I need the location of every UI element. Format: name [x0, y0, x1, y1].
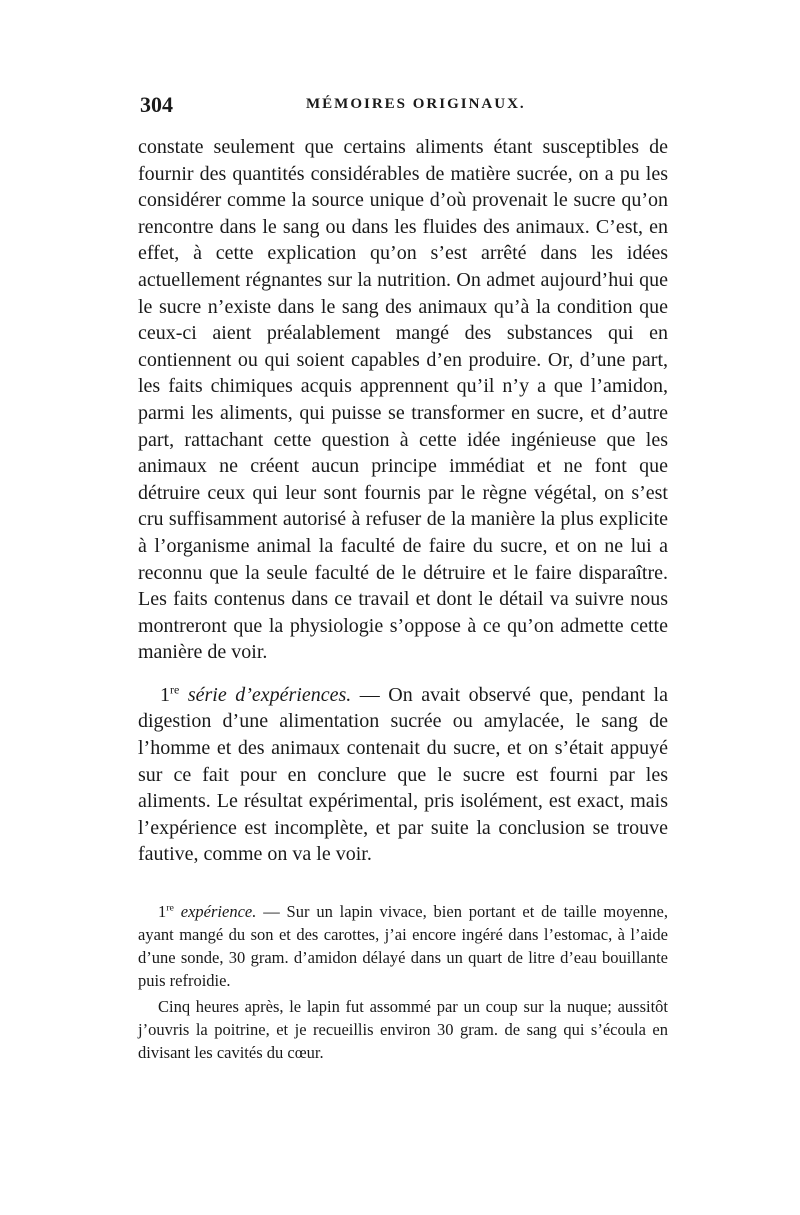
main-text — [138, 134, 668, 868]
experiment-description: — Sur un lapin vivace, bien portant et de taille moyenne, ayant mangé du son et des carottes, j’ai encore ingéré dans l’estomac, à l’aide d’une sonde, 30 gram. d’amidon délayé dans un quart de litre d’eau bouillante puis refroidie. — [138, 902, 669, 990]
paragraph-intro: constate seulement que certains aliments étant susceptibles de fournir des quantités considérables de matière sucrée, on a pu les considérer comme la source unique d’où provenait le sucre qu’on rencontre dans le sang ou dans les fluides des animaux. C’est, en effet, à cette explication qu’on s’est arrêté dans les idées actuellement régnantes sur la nutrition. On admet aujourd’hui que le sucre n’existe dans le sang des animaux qu’à la condition que ceux-ci aient préalablement mangé des substances qui en contiennent ou qui soient capables d’en produire. Or, d’une part, les faits chimiques acquis apprennent qu’il n’y a que l’amidon, parmi les aliments, qui puisse se transformer en sucre, et d’autre part, rattachant cette question à cette idée ingénieuse que les animaux ne créent aucun principe immédiat et ne font que détruire ceux qui leur sont fournis par le règne végétal, on s’est cru suffisamment autorisé à refuser de la manière la plus explicite à l’organisme animal la faculté de faire du sucre, et on ne lui a reconnu que la seule faculté de le détruire et le faire disparaître. Les faits contenus dans ce travail et dont le détail va suivre nous montreront que la physiologie s’oppose à ce qu’on admette cette manière de voir. — [138, 136, 668, 664]
experiment-label: expérience. — [180, 902, 257, 921]
series-label: série d’expériences. — [187, 683, 352, 706]
page-number: 304 — [140, 92, 173, 117]
series-text: — On avait observé que, pendant la digestion d’une alimentation sucrée ou amylacée, le sang de l’homme et des animaux contenait du sucre, et on s’était appuyé sur ce fait pour en conclure que le sucre est fourni par les aliments. Le résultat expérimental, pris isolément, est exact, mais l’expérience est incomplète, et par suite la conclusion se trouve fautive, comme on va le voir. — [138, 683, 668, 866]
header-title: MÉMOIRES ORIGINAUX. — [306, 96, 526, 112]
experiment-text — [138, 900, 668, 1064]
experiment-1 — [138, 900, 668, 992]
series-number: 1 — [160, 683, 170, 706]
experiment-number-suffix: re — [166, 902, 174, 914]
experiment-number: 1 — [158, 902, 167, 921]
paragraph-series-1 — [138, 682, 668, 868]
experiment-1-continuation: Cinq heures après, le lapin fut assommé par un coup sur la nuque; aussitôt j’ouvris la poitrine, et je recueillis environ 30 gram. de sang qui s’écoula en divisant les cavités du cœur. — [138, 997, 668, 1062]
series-number-suffix: re — [170, 682, 180, 697]
running-head — [140, 92, 675, 122]
